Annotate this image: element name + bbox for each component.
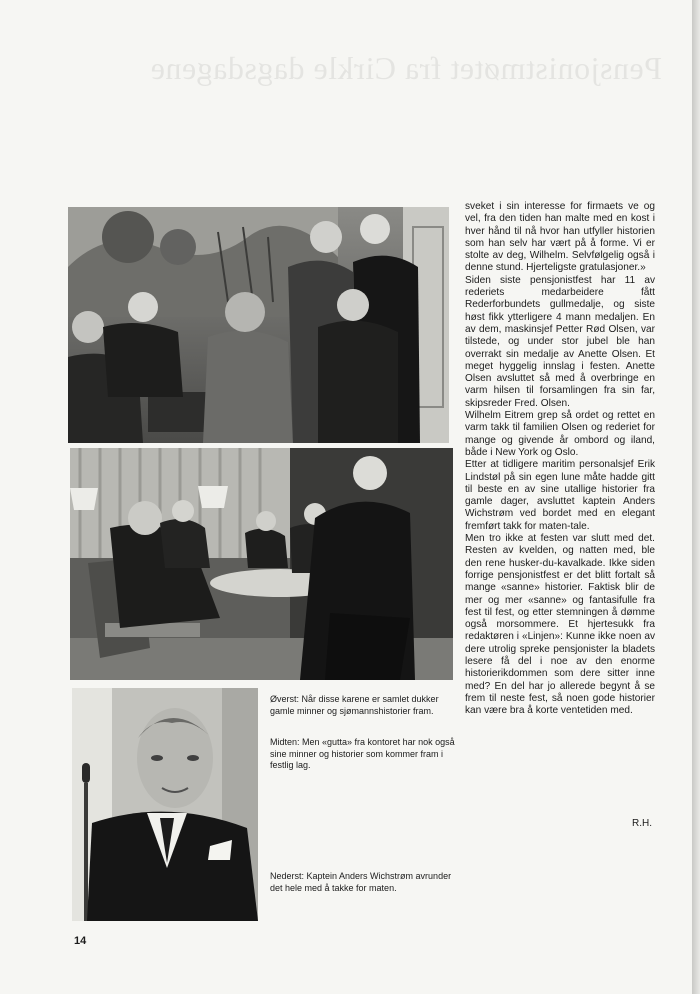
caption-bottom: Nederst: Kaptein Anders Wichstrøm avrunder det hele med å takke for maten. <box>270 871 452 893</box>
photo-bottom <box>72 688 258 921</box>
article-paragraph: Etter at tidligere maritim personalsjef Erik Lindstøl på sin egen lune måte hadde gitt til beste en av sine utallige historier fra gamle dager, avsluttet kaptein Anders Wichstrøm ved bordet med en elegant fremført takk for maten-tale. <box>465 459 655 532</box>
article-paragraph: Wilhelm Eitrem grep så ordet og rettet en varm takk til familien Olsen og rederiet for mange og givende år ombord og iland, både i New York og Oslo. <box>465 410 655 458</box>
article-body <box>465 201 655 717</box>
show-through-title: Pensjonistmøtet fra Cirkle dagsdagene <box>150 50 662 86</box>
article-paragraph: Men tro ikke at festen var slutt med det. Resten av kvelden, og natten med, ble den rene husker-du-kavalkade. Ikke siden forrige pensjonistfest er det blitt fortalt så mange «sanne» historier. Faktisk blir de mer og mer «sanne» og fantasifulle fra fest til fest, og etter stemningen å dømme også morsommere. Et hjertesukk fra redaktøren i «Linjen»: Kunne ikke noen av dere utrolig spreke pensjonister la bladets lesere få del i noe av den enorme historierikdommen som dere sitter inne med? En del har jo allerede begynt å se frem til neste fest, så noen gode historier kan være bra å korte ventetiden med. <box>465 533 655 717</box>
article-paragraph: sveket i sin interesse for firmaets ve og vel, fra den tiden han malte med en kost i hver hånd til nå hvor han utfyller historien som han selv har vært på å forme. Vi er stolte av deg, Wilhelm. Selvfølgelig også i denne stund. Hjerteligste gratulasjoner.» <box>465 201 655 274</box>
page-number: 14 <box>74 935 87 947</box>
author-signature: R.H. <box>632 818 652 829</box>
caption-top: Øverst: Når disse karene er samlet dukker gamle minner og sjømannshistorier fram. <box>270 694 439 716</box>
photo-top <box>68 207 449 443</box>
photo-middle <box>70 448 453 680</box>
caption-middle: Midten: Men «gutta» fra kontoret har nok også sine minner og historier som kommer fram i festlig lag. <box>270 737 455 770</box>
article-paragraph: Siden siste pensjonistfest har 11 av rederiets medarbeidere fått Rederforbundets gullmedalje, og siste høst fikk ytterligere 4 mann medaljen. En av dem, maskinsjef Petter Rød Olsen, var tilstede, og under stor jubel ble han overrakt sin medalje av Anette Olsen. Et meget hyggelig innslag i festen. Anette Olsen avsluttet så med å overbringe en varm hilsen til forsamlingen fra sin far, skipsreder Fred. Olsen. <box>465 274 655 409</box>
